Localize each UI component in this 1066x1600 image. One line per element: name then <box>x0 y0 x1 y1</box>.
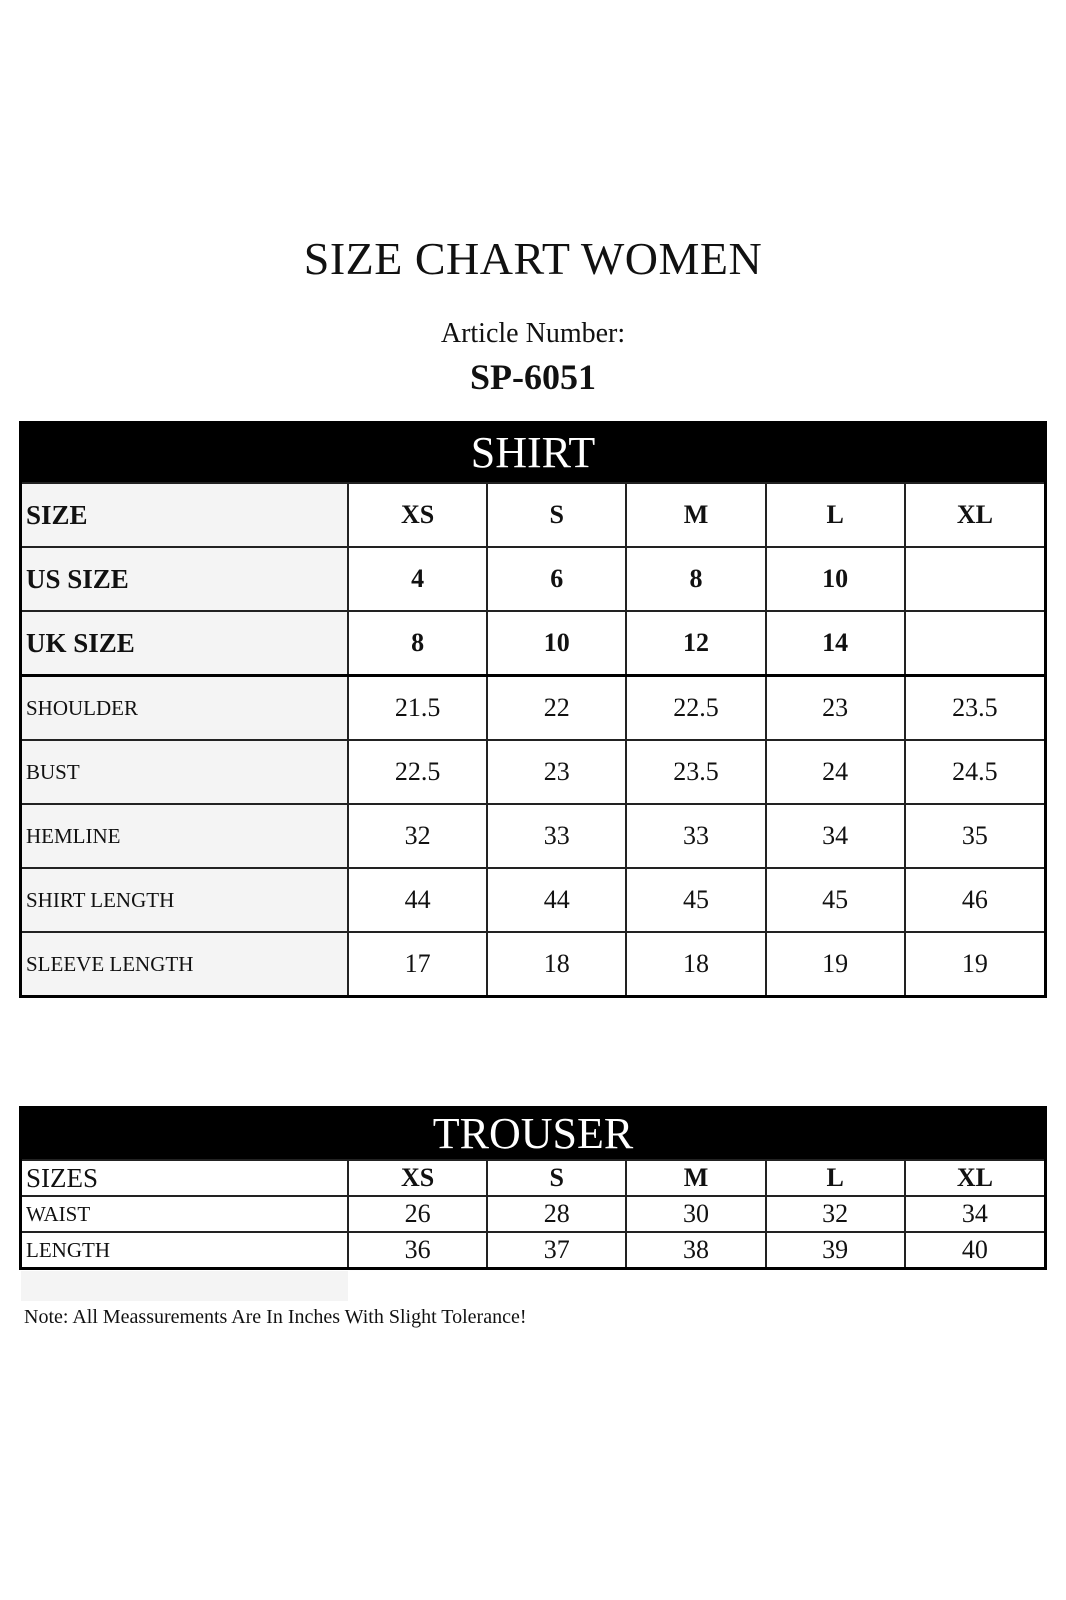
table-cell: 24 <box>766 740 905 804</box>
table-cell: 23 <box>487 740 626 804</box>
row-label: SHOULDER <box>22 676 348 741</box>
table-row <box>22 547 1044 611</box>
table-cell: 21.5 <box>348 676 487 741</box>
table-cell: 23.5 <box>626 740 765 804</box>
trouser-size-xs: XS <box>348 1160 487 1196</box>
trouser-size-xl: XL <box>905 1160 1044 1196</box>
table-cell: 23 <box>766 676 905 741</box>
table-cell: 40 <box>905 1232 1044 1267</box>
table-cell: 34 <box>905 1196 1044 1232</box>
trouser-table-grid <box>22 1159 1044 1267</box>
table-cell: 12 <box>626 611 765 676</box>
table-cell <box>905 611 1044 676</box>
table-cell: 8 <box>626 547 765 611</box>
table-cell: 24.5 <box>905 740 1044 804</box>
table-cell: 34 <box>766 804 905 868</box>
table-cell: 46 <box>905 868 1044 932</box>
table-cell <box>905 547 1044 611</box>
table-cell: 32 <box>766 1196 905 1232</box>
table-cell: 44 <box>487 868 626 932</box>
table-cell: 19 <box>905 932 1044 995</box>
row-label: UK SIZE <box>22 611 348 676</box>
row-label: LENGTH <box>22 1232 348 1267</box>
shirt-size-s: S <box>487 483 626 547</box>
shirt-size-l: L <box>766 483 905 547</box>
page-title: SIZE CHART WOMEN <box>303 233 763 284</box>
article-number: SP-6051 <box>470 357 596 397</box>
table-cell: 35 <box>905 804 1044 868</box>
shirt-size-xl: XL <box>905 483 1044 547</box>
table-row <box>22 932 1044 995</box>
table-cell: 8 <box>348 611 487 676</box>
table-row <box>22 676 1044 741</box>
row-label: WAIST <box>22 1196 348 1232</box>
table-cell: 10 <box>766 547 905 611</box>
table-cell: 18 <box>626 932 765 995</box>
table-cell: 32 <box>348 804 487 868</box>
table-cell: 19 <box>766 932 905 995</box>
decorative-strip <box>21 1271 348 1301</box>
table-cell: 30 <box>626 1196 765 1232</box>
table-cell: 39 <box>766 1232 905 1267</box>
table-row <box>22 804 1044 868</box>
trouser-size-l: L <box>766 1160 905 1196</box>
table-row <box>22 1232 1044 1267</box>
table-cell: 14 <box>766 611 905 676</box>
table-cell: 22.5 <box>348 740 487 804</box>
shirt-size-m: M <box>626 483 765 547</box>
table-cell: 26 <box>348 1196 487 1232</box>
shirt-size-label: SIZE <box>22 483 348 547</box>
trouser-table-title: TROUSER <box>22 1109 1044 1159</box>
table-cell: 33 <box>626 804 765 868</box>
shirt-size-header-row <box>22 483 1044 547</box>
trouser-size-table <box>19 1106 1047 1270</box>
trouser-sizes-label: SIZES <box>22 1160 348 1196</box>
table-cell: 45 <box>626 868 765 932</box>
table-cell: 33 <box>487 804 626 868</box>
table-cell: 22.5 <box>626 676 765 741</box>
trouser-size-m: M <box>626 1160 765 1196</box>
table-cell: 17 <box>348 932 487 995</box>
trouser-size-header-row <box>22 1160 1044 1196</box>
table-cell: 38 <box>626 1232 765 1267</box>
table-row <box>22 1196 1044 1232</box>
table-row <box>22 740 1044 804</box>
table-cell: 28 <box>487 1196 626 1232</box>
row-label: SLEEVE LENGTH <box>22 932 348 995</box>
table-cell: 4 <box>348 547 487 611</box>
row-label: US SIZE <box>22 547 348 611</box>
row-label: SHIRT LENGTH <box>22 868 348 932</box>
table-cell: 37 <box>487 1232 626 1267</box>
shirt-table-title: SHIRT <box>22 424 1044 482</box>
trouser-size-s: S <box>487 1160 626 1196</box>
table-cell: 22 <box>487 676 626 741</box>
table-cell: 36 <box>348 1232 487 1267</box>
row-label: BUST <box>22 740 348 804</box>
table-cell: 23.5 <box>905 676 1044 741</box>
table-cell: 44 <box>348 868 487 932</box>
article-number-label: Article Number: <box>440 318 626 349</box>
measurement-note: Note: All Meassurements Are In Inches With Slight Tolerance! <box>24 1306 527 1328</box>
table-cell: 6 <box>487 547 626 611</box>
table-cell: 18 <box>487 932 626 995</box>
table-cell: 10 <box>487 611 626 676</box>
table-cell: 45 <box>766 868 905 932</box>
row-label: HEMLINE <box>22 804 348 868</box>
table-row <box>22 868 1044 932</box>
shirt-size-xs: XS <box>348 483 487 547</box>
shirt-size-table <box>19 421 1047 998</box>
table-row <box>22 611 1044 676</box>
shirt-table-grid <box>22 482 1044 995</box>
